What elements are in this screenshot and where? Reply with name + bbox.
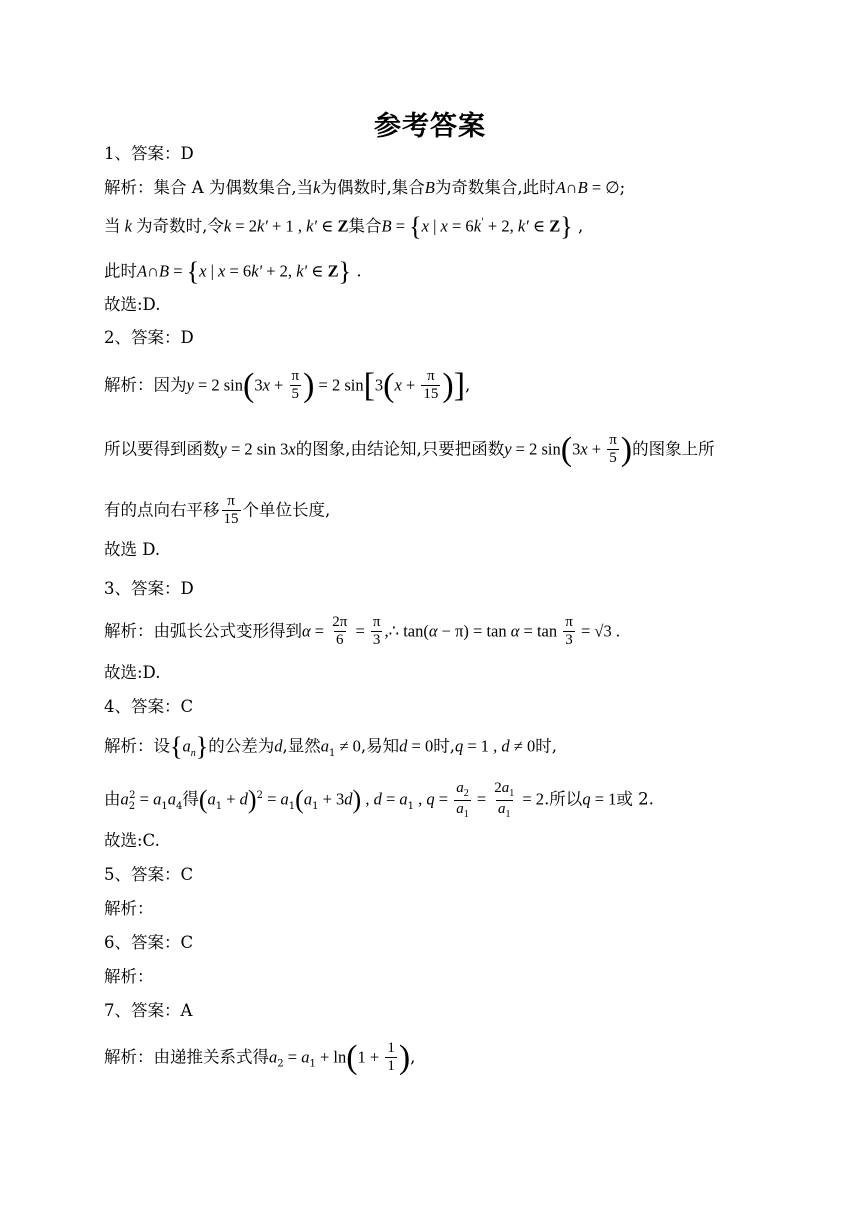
q3-analysis-line1: 解析：由弧长公式变形得到α = $\frac{2\pi}{6}$ = $\frac{\pi}{3}$ ,∴ tan(α − π) = tan α = tan $\frac{\pi}{3}$ = √3 .: [104, 614, 620, 649]
q7-answer: 7、答案：A: [104, 1001, 193, 1020]
q2-analysis-line3: 有的点向右平移 $\frac{\pi}{15}$ 个单位长度,: [104, 493, 331, 528]
q1-analysis-line1: 解析：集合 A 为偶数集合,当k为偶数时,集合B为奇数集合,此时A∩B = ∅;: [104, 178, 626, 197]
q1-analysis-line2: 当 k 为奇数时,令k = 2k′ + 1 , k′ ∈ Z集合B = {x | x = 6k' + 2, k′ ∈ Z} ,: [104, 212, 584, 241]
q2-answer: 2、答案：D: [104, 328, 194, 347]
q2-choice: 故选 D.: [104, 540, 161, 559]
q2-analysis-line2: 所以要得到函数y = 2 sin 3x的图象,由结论知,只要把函数y = 2 sin(3x + $\frac{\pi}{5}$ )的图象上所: [104, 430, 715, 468]
q4-choice: 故选:C.: [104, 831, 160, 850]
q1-analysis-line3: 此时A∩B = {x | x = 6k′ + 2, k′ ∈ Z} .: [104, 257, 362, 286]
q4-analysis-line1: 解析：设$\{a_n\}$的公差为d,显然$a_1 \ne 0$,易知d = 0时,q = 1 , d ≠ 0时,: [104, 732, 557, 761]
q1-choice: 故选:D.: [104, 295, 161, 314]
q6-analysis: 解析：: [104, 967, 154, 986]
q1-answer: 1、答案：D: [104, 144, 194, 163]
q4-analysis-line2: 由$a_2^2 = a_1a_4$得$(a_1 + d)^2 = a_1(a_1 + 3d)$ , $d = a_1$ , q = $\frac{a_2}{a_1}$ = $\frac{2a_1}{a_1}$ = 2.所以q = 1或 2.: [104, 780, 654, 820]
page-title: 参考答案: [374, 111, 486, 142]
q4-answer: 4、答案：C: [104, 697, 194, 716]
q5-answer: 5、答案：C: [104, 865, 194, 884]
q6-answer: 6、答案：C: [104, 933, 194, 952]
q2-analysis-line1: 解析：因为y = 2 sin(3x + $\frac{\pi}{5}$ ) = 2 sin[3(x + $\frac{\pi}{15}$ )],: [104, 366, 471, 404]
q7-analysis-line1: 解析：由递推关系式得$a_2 = a_1 + \ln(1$ + $\frac{1}{1}$ ),: [104, 1038, 416, 1076]
q3-answer: 3、答案：D: [104, 579, 194, 598]
q3-choice: 故选:D.: [104, 663, 161, 682]
q5-analysis: 解析：: [104, 899, 154, 918]
